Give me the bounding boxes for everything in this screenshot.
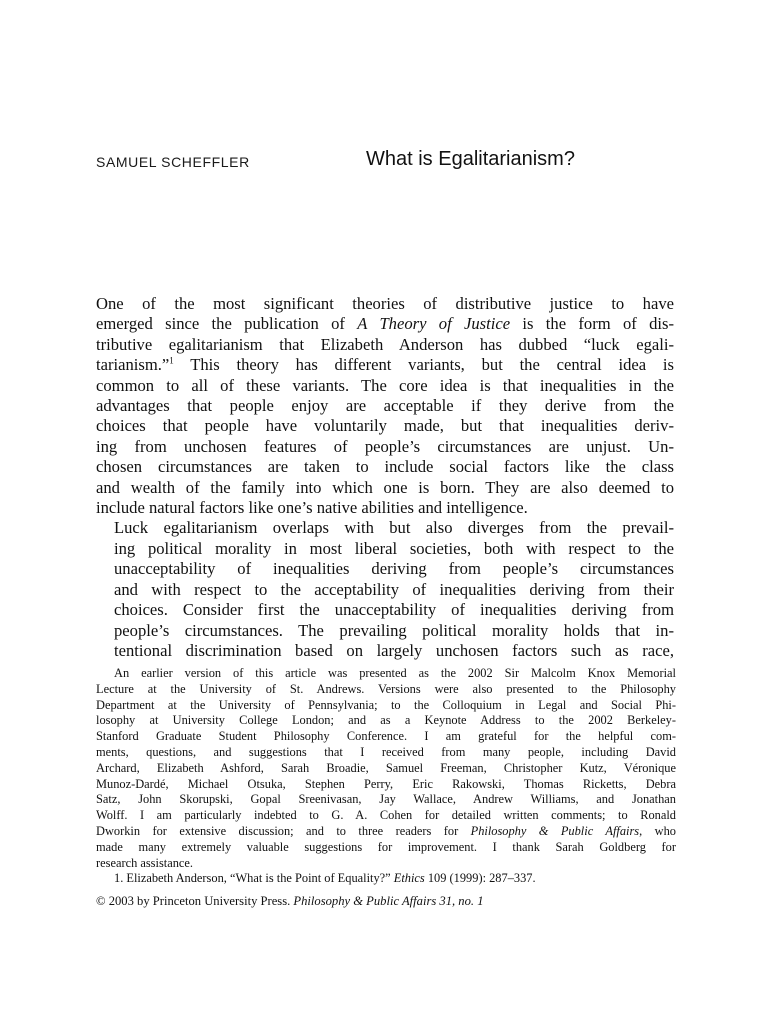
- note-line: losophy at University College London; and as a Keynote Address to the 2002 Berkeley-: [96, 713, 676, 728]
- text-span: tarianism.”: [96, 355, 170, 375]
- text-span: Dworkin for extensive discussion; and to three readers for: [96, 823, 471, 838]
- note-line: Munoz-Dardé, Michael Otsuka, Stephen Perry, Eric Rakowski, Thomas Ricketts, Debra: [96, 776, 676, 791]
- text-line: ing from unchosen features of people’s circumstances are unjust. Un-: [96, 436, 674, 456]
- text-line: choices. Consider first the unacceptability of inequalities deriving from: [114, 600, 674, 620]
- text-line: choices that people have voluntarily made, but that inequalities deriv-: [96, 416, 674, 436]
- text-line: and with respect to the acceptability of inequalities deriving from their: [114, 579, 674, 599]
- article-title: What is Egalitarianism?: [366, 148, 575, 170]
- paragraph-1: [96, 294, 674, 518]
- copyright-text: © 2003 by Princeton University Press.: [96, 894, 294, 908]
- text-line: people’s circumstances. The prevailing political morality holds that in-: [114, 620, 674, 640]
- text-line: chosen circumstances are taken to include social factors like the class: [96, 457, 674, 477]
- text-line: One of the most significant theories of distributive justice to have: [96, 294, 674, 313]
- note-line: Lecture at the University of St. Andrews. Versions were also presented to the Philosophy: [96, 681, 676, 696]
- text-line: unacceptability of inequalities deriving from people’s circumstances: [114, 559, 674, 579]
- footnote-number: 1.: [114, 871, 124, 886]
- note-line: Archard, Elizabeth Ashford, Sarah Broadie, Samuel Freeman, Christopher Kutz, Véronique: [96, 760, 676, 775]
- text-span: is the form of dis-: [510, 314, 674, 334]
- acknowledgment-note: [96, 666, 676, 871]
- note-line: made many extremely valuable suggestions for improvement. I thank Sarah Goldberg for: [96, 839, 676, 854]
- text-line: advantages that people enjoy are acceptable if they derive from the: [96, 396, 674, 416]
- footnote-text: Elizabeth Anderson, “What is the Point of Equality?”: [123, 871, 394, 886]
- text-line: [96, 355, 674, 375]
- note-line: Satz, John Skorupski, Gopal Sreenivasan, Jay Wallace, Andrew Williams, and Jonathan: [96, 792, 676, 807]
- note-line: [96, 824, 676, 840]
- footnote-marker[interactable]: 1: [169, 355, 174, 366]
- copyright-line: [96, 893, 484, 909]
- note-line: Wolff. I am particularly indebted to G. A. Cohen for detailed written comments; to Ronald: [96, 808, 676, 823]
- note-line: Department at the University of Pennsylvania; to the Colloquium in Legal and Social Phi-: [96, 697, 676, 712]
- copyright-journal: Philosophy & Public Affairs 31, no. 1: [293, 894, 484, 908]
- footnote-citation: 109 (1999): 287–337.: [424, 871, 536, 886]
- book-title: A Theory of Justice: [357, 314, 511, 334]
- note-line: ments, questions, and suggestions that I received from many people, including David: [96, 744, 676, 759]
- footnote-1: [96, 871, 676, 887]
- footnote-journal: Ethics: [393, 871, 425, 886]
- text-line: [96, 314, 674, 334]
- text-span: , who: [639, 823, 676, 838]
- text-span: This theory has different variants, but the central idea is: [173, 355, 674, 375]
- text-line: ing political morality in most liberal societies, both with respect to the: [114, 538, 674, 558]
- article-header: [96, 148, 672, 180]
- note-line: research assistance.: [96, 855, 194, 870]
- note-line: An earlier version of this article was presented as the 2002 Sir Malcolm Knox Memorial: [114, 666, 676, 680]
- footnotes: [96, 666, 676, 887]
- author-name: SAMUEL SCHEFFLER: [96, 154, 250, 170]
- text-line: common to all of these variants. The core idea is that inequalities in the: [96, 375, 674, 395]
- paragraph-2: [96, 518, 674, 661]
- text-span: emerged since the publication of: [96, 314, 358, 334]
- text-line: include natural factors like one’s native abilities and intelligence.: [96, 498, 528, 518]
- text-line: and wealth of the family into which one is born. They are also deemed to: [96, 477, 674, 497]
- body-text: [96, 294, 674, 661]
- text-line: tributive egalitarianism that Elizabeth Anderson has dubbed “luck egali-: [96, 334, 674, 354]
- text-line: tentional discrimination based on largely unchosen factors such as race,: [114, 640, 674, 660]
- journal-name: Philosophy & Public Affairs: [470, 823, 640, 838]
- text-line: Luck egalitarianism overlaps with but also diverges from the prevail-: [114, 518, 674, 538]
- note-line: Stanford Graduate Student Philosophy Conference. I am grateful for the helpful com-: [96, 729, 676, 744]
